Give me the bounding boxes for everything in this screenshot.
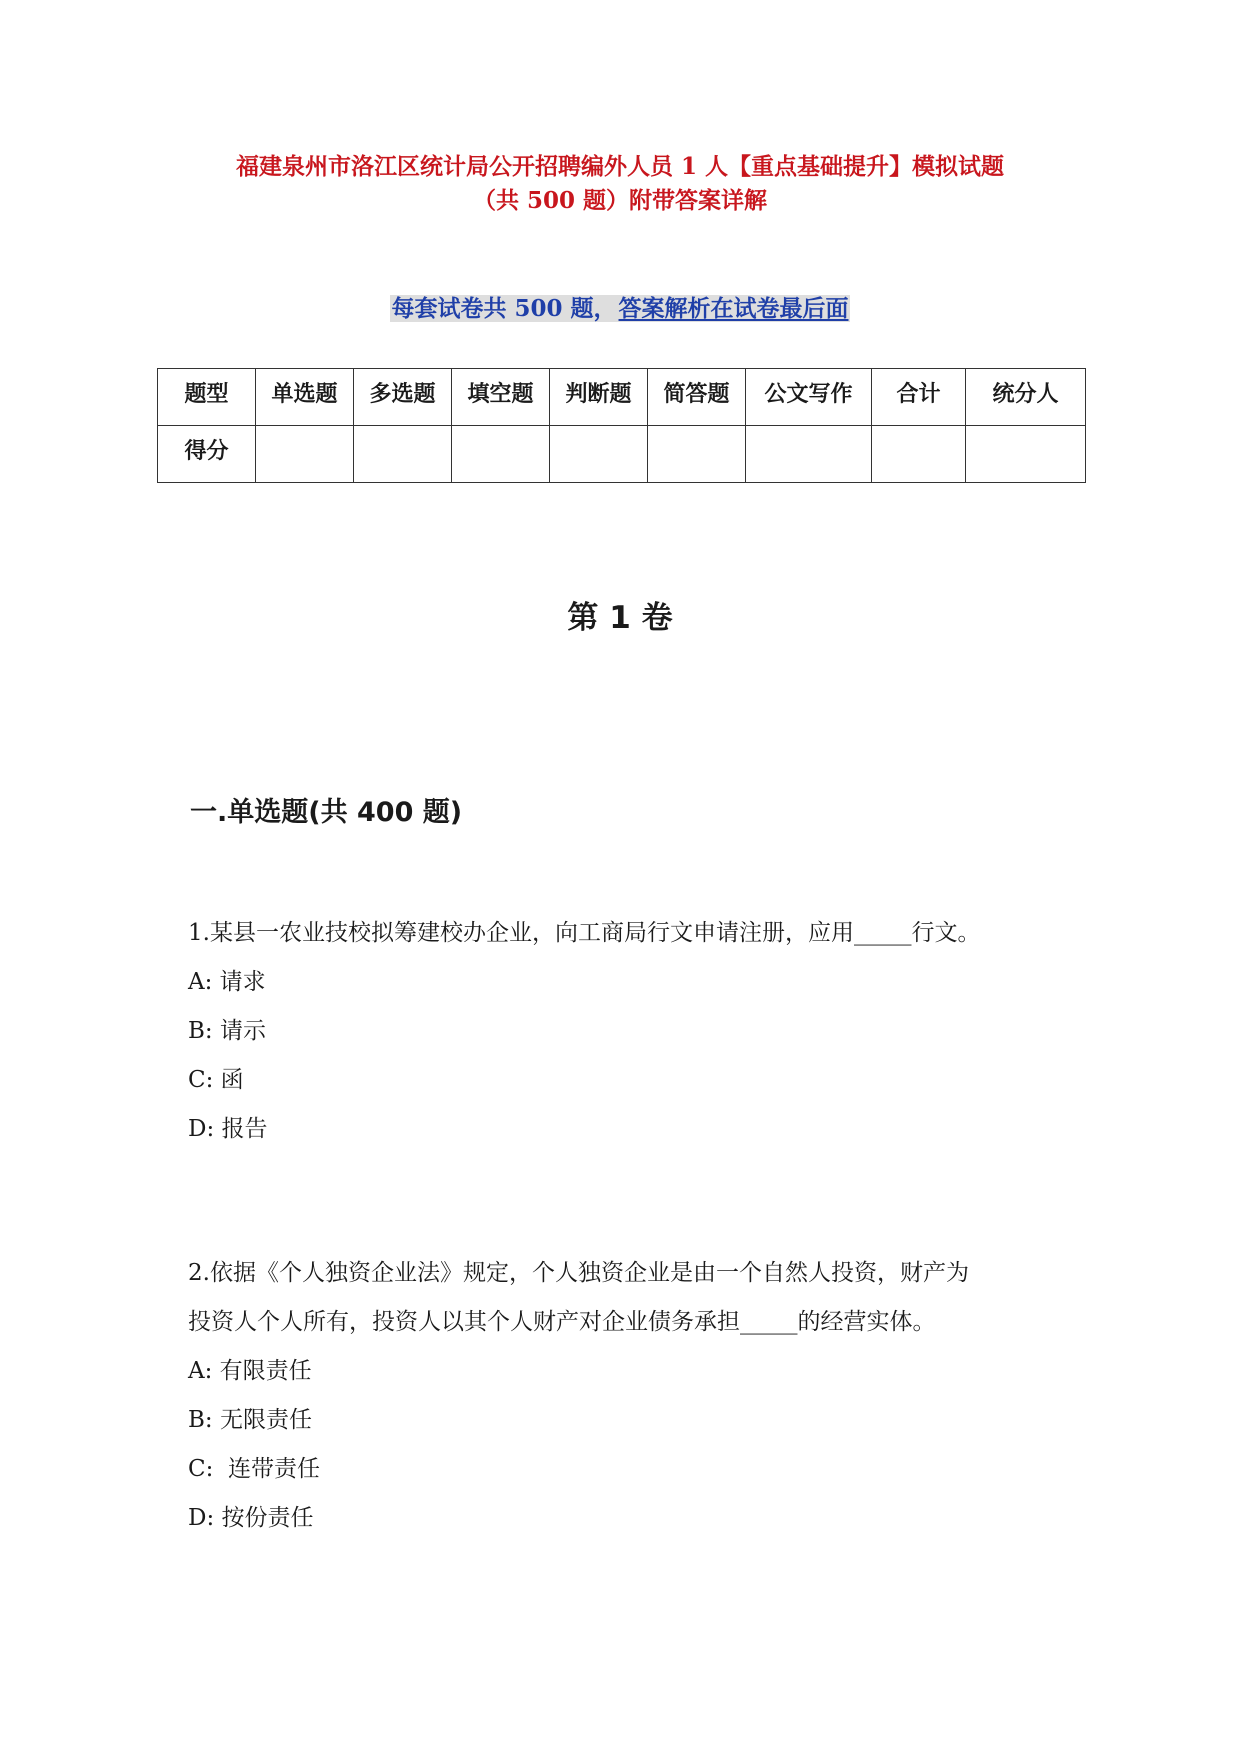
header-cell-scorer: 统分人	[966, 369, 1086, 426]
option-b: B: 请示	[188, 1018, 266, 1044]
document-title-line1: 福建泉州市洛江区统计局公开招聘编外人员 1 人【重点基础提升】模拟试题	[235, 153, 1005, 180]
option-d: D: 按份责任	[188, 1505, 314, 1531]
header-cell-multi: 多选题	[354, 369, 452, 426]
answer-notice	[0, 293, 1240, 325]
notice-link-text[interactable]: 答案解析在试卷最后面	[618, 295, 849, 322]
header-cell-writing: 公文写作	[746, 369, 872, 426]
score-row-label: 得分	[158, 426, 256, 483]
option-c: C: 连带责任	[188, 1456, 320, 1482]
document-title-line2: （共 500 题）附带答案详解	[472, 187, 768, 214]
option-b: B: 无限责任	[188, 1407, 312, 1433]
option-d: D: 报告	[188, 1116, 268, 1142]
score-cell	[354, 426, 452, 483]
header-cell-short: 简答题	[648, 369, 746, 426]
header-cell-single: 单选题	[256, 369, 354, 426]
section-title: 一.单选题(共 400 题)	[190, 797, 463, 828]
score-table	[157, 368, 1086, 483]
question-stem-line2: 投资人个人所有，投资人以其个人财产对企业债务承担_____的经营实体。	[188, 1309, 936, 1335]
score-cell	[648, 426, 746, 483]
score-cell	[550, 426, 648, 483]
header-cell-fill: 填空题	[452, 369, 550, 426]
score-cell	[966, 426, 1086, 483]
score-cell	[872, 426, 966, 483]
question-stem: 1.某县一农业技校拟筹建校办企业，向工商局行文申请注册，应用_____行文。	[188, 920, 981, 946]
question-1	[188, 909, 1068, 1154]
header-cell-judge: 判断题	[550, 369, 648, 426]
notice-text: 每套试卷共 500 题，	[391, 295, 617, 322]
question-stem-line1: 2.依据《个人独资企业法》规定，个人独资企业是由一个自然人投资，财产为	[188, 1260, 969, 1286]
header-cell-type: 题型	[158, 369, 256, 426]
score-cell	[452, 426, 550, 483]
score-table-header-row	[158, 369, 1086, 426]
score-cell	[256, 426, 354, 483]
header-cell-total: 合计	[872, 369, 966, 426]
question-2	[188, 1249, 1068, 1543]
option-c: C: 函	[188, 1067, 244, 1093]
volume-title: 第 1 卷	[567, 600, 673, 636]
score-table-score-row	[158, 426, 1086, 483]
option-a: A: 有限责任	[188, 1358, 312, 1384]
option-a: A: 请求	[188, 969, 266, 995]
score-cell	[746, 426, 872, 483]
